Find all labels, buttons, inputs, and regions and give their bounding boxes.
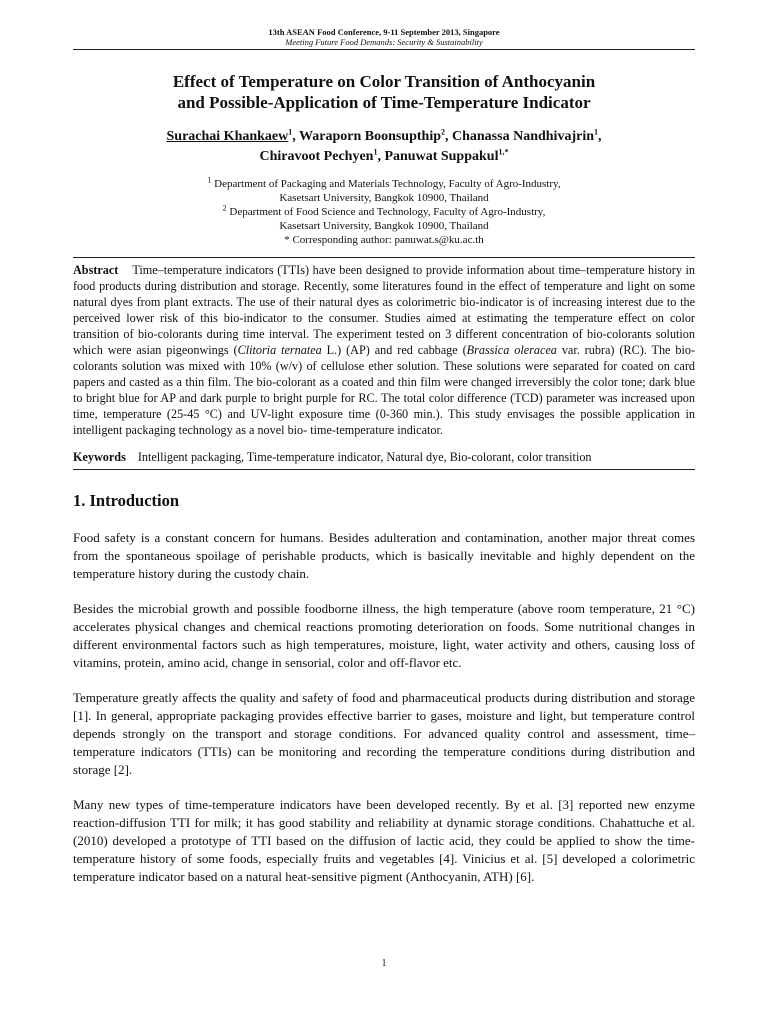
abstract-text: var. rubra) (RC). The bio-colorants solution was mixed with 10% (w/v) of cellulose ether solution. These solutions were separated for coated on card papers and casted as a thin film. The bio-colorant as a coated and thin film were changed irreversibly the color tone; dark blue to bright blue for AP and dark purple to bright purple for RC. The total color difference (TCD) parameter was increased upon time, temperature (25-45 °C) and UV-light exposure time (0-360 min.). This study envisages the possible application in intelligent packaging technology as a novel bio- time-temperature indicator. [73, 343, 696, 437]
affiliation-text: Department of Food Science and Technology, Faculty of Agro-Industry, [229, 206, 546, 218]
body-paragraph: Temperature greatly affects the quality and safety of food and pharmaceutical products during distribution and storage [1]. In general, appropriate packaging provides effective barrier to gases, moisture and light, but temperature control depends strongly on the transport and storage conditions. For advanced quality control and assessment, time–temperature indicators (TTIs) can be monitoring and recording the temperature conditions during distribution and storage [2]. [73, 690, 695, 777]
affiliation-1-line-1 [73, 177, 695, 191]
keywords-label: Keywords [73, 450, 126, 464]
header-divider [73, 49, 695, 50]
body-paragraph: Besides the microbial growth and possible foodborne illness, the high temperature (above room temperature, 21 °C) accelerates physical changes and chemical reactions promoting deterioration on foods. Some nutritional changes in different environmental factors such as high temperatures, moisture, light, water activity and others, causing loss of vitamins, protein, amino acid, change in sensorial, color and off-flavor etc. [73, 601, 695, 670]
species-name: Brassica oleracea [466, 343, 557, 357]
abstract [73, 262, 695, 438]
body-paragraph: Many new types of time-temperature indicators have been developed recently. By et al. [3] reported new enzyme reaction-diffusion TTI for milk; it has good stability and reliability at dynamic storage conditions. Chahattuche et al. (2010) developed a prototype of TTI based on the diffusion of lactic acid, they could be applied to show the time-temperature history of some foods, especially fruits and vegetables [4]. Vinicius et al. [5] developed a colorimetric temperature indicator based on a natural heat-sensitive pigment (Anthocyanin, ATH) [6]. [73, 797, 695, 884]
author-name: Panuwat Suppakul [384, 149, 499, 164]
affiliation-1-line-2: Kasetsart University, Bangkok 10900, Thailand [279, 192, 489, 204]
abstract-divider-top [73, 257, 695, 258]
running-header [73, 0, 695, 47]
author-affiliation-mark: 2 [441, 127, 445, 137]
author-name: Chiravoot Pechyen [259, 149, 374, 164]
author-name: Surachai Khankaew [166, 129, 289, 144]
author-affiliation-mark: 1 [594, 127, 598, 137]
section-heading-introduction: 1. Introduction [73, 491, 180, 510]
affiliation-2-line-2: Kasetsart University, Bangkok 10900, Thailand [279, 220, 489, 232]
author-affiliation-mark: 1 [288, 127, 293, 137]
affiliation-mark: 1 [207, 175, 212, 185]
affiliation-text: Department of Packaging and Materials Technology, Faculty of Agro-Industry, [214, 178, 561, 190]
author-line-1: Surachai Khankaew$^1$, Waraporn Boonsupthip$^2$, Chanassa Nandhivajrin$^1$, [166, 127, 602, 144]
author-affiliation-mark: 1,* [498, 147, 509, 157]
body-paragraph: Food safety is a constant concern for humans. Besides adulteration and contamination, another major threat comes from the spontaneous spoilage of perishable products, which is basically inevitable and highly dependent on the temperature history during the custody chain. [73, 530, 695, 581]
keywords-text: Intelligent packaging, Time-temperature indicator, Natural dye, Bio-colorant, color transition [137, 450, 592, 464]
affiliations [73, 177, 695, 247]
page-number: 1 [381, 958, 387, 969]
title-line-1: Effect of Temperature on Color Transition of Anthocyanin [172, 72, 596, 91]
author-line-2: Chiravoot Pechyen$^1$, Panuwat Suppakul$^{1,*}$ [259, 147, 509, 164]
affiliation-2-line-1 [73, 205, 695, 219]
author-affiliation-mark: 1 [373, 147, 378, 157]
author-name: Chanassa Nandhivajrin [452, 129, 594, 144]
corresponding-author: * Corresponding author: panuwat.s@ku.ac.th [284, 234, 484, 246]
abstract-text: L.) (AP) and red cabbage ( [321, 343, 467, 357]
conference-name: 13th ASEAN Food Conference, 9-11 September 2013, Singapore [268, 27, 500, 37]
abstract-text: Time–temperature indicators (TTIs) have been designed to provide information about time–temperature history in food products during distribution and storage. Recently, some literatures found in the effect of temperature and light on some natural dyes from plant extracts. The use of their natural dyes as colorimetric bio-indicator is of increasing interest due to the perceived lower risk of this bio-indicator to the consumer. Studies aimed at estimating the temperature effect on color transition of bio-colorants during time interval. The experiment tested on 3 different concentration of bio-colorants solution which were asian pigeonwings ( [73, 263, 695, 357]
conference-tagline: Meeting Future Food Demands: Security & Sustainability [285, 37, 483, 47]
author-name: Waraporn Boonsupthip [299, 129, 441, 144]
author-list [73, 127, 695, 167]
keywords [73, 449, 695, 465]
abstract-label: Abstract [73, 263, 119, 277]
species-name: Clitoria ternatea [237, 343, 322, 357]
title-line-2: and Possible-Application of Time-Temperature Indicator [177, 93, 591, 112]
affiliation-mark: 2 [222, 203, 227, 213]
paper-title [73, 71, 695, 113]
keywords-divider [73, 469, 695, 470]
